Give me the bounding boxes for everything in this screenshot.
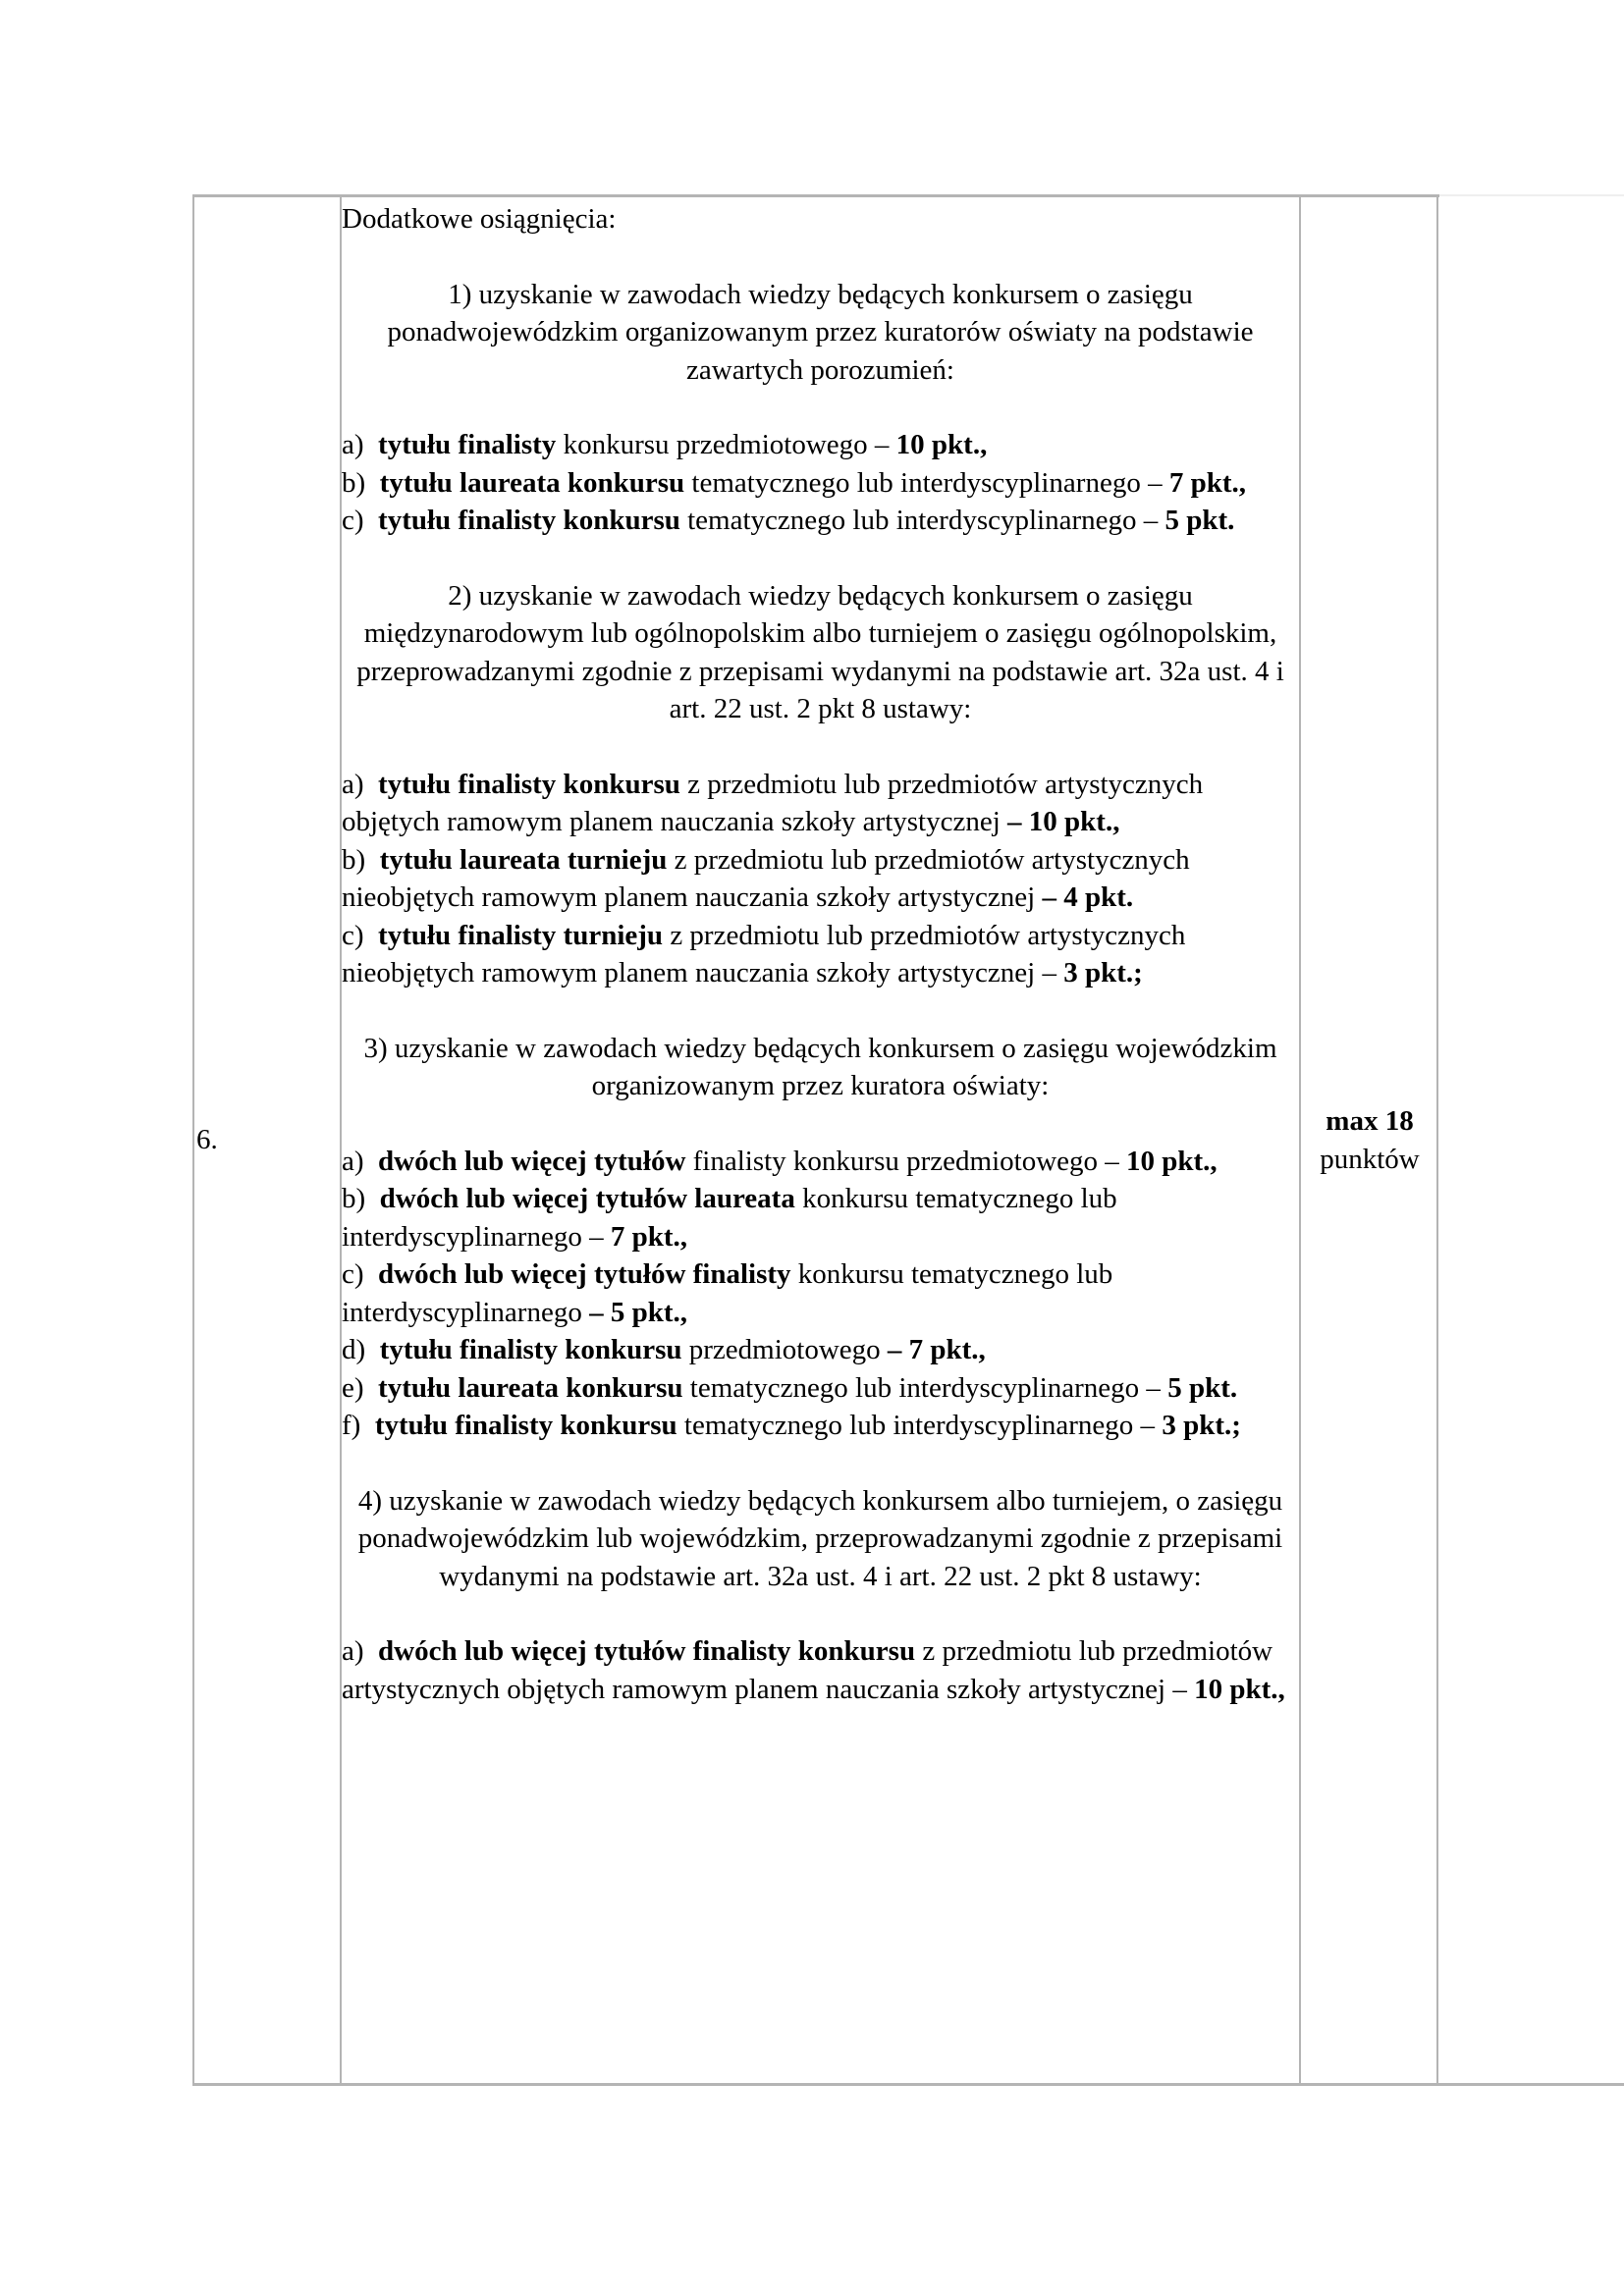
section-3-intro: 3) uzyskanie w zawodach wiedzy będących konkursem o zasięgu wojewódzkim organizowanym przez kuratora oświaty: — [363, 1032, 1277, 1102]
scoring-table — [192, 194, 1624, 2086]
list-item: b) tytułu laureata konkursu tematycznego lub interdyscyplinarnego – 7 pkt., — [342, 466, 1246, 499]
column-border-2 — [1299, 194, 1301, 2086]
list-item: c) tytułu finalisty konkursu tematycznego lub interdyscyplinarnego – 5 pkt. — [342, 505, 1235, 537]
list-item: f) tytułu finalisty konkursu tematycznego lub interdyscyplinarnego – 3 pkt.; — [342, 1409, 1241, 1441]
section-4-intro: 4) uzyskanie w zawodach wiedzy będących konkursem albo turniejem, o zasięgu ponadwojewódzkim lub wojewódzkim, przeprowadzanymi zgodnie z przepisami wydanymi na podstawie art. 32a ust. 4 i art. 22 ust. 2 pkt 8 ustawy: — [357, 1484, 1283, 1592]
section-1-intro: 1) uzyskanie w zawodach wiedzy będących konkursem o zasięgu ponadwojewódzkim organizowanym przez kuratorów oświaty na podstawie zawartych porozumień: — [387, 278, 1254, 386]
list-item: a) tytułu finalisty konkursu przedmiotowego – 10 pkt., — [342, 429, 988, 461]
list-item: e) tytułu laureata konkursu tematycznego lub interdyscyplinarnego – 5 pkt. — [342, 1371, 1238, 1404]
list-item: b) dwóch lub więcej tytułów laureata konkursu tematycznego lub interdyscyplinarnego – 7 pkt., — [342, 1183, 1117, 1253]
list-item: d) tytułu finalisty konkursu przedmiotowego – 7 pkt., — [342, 1334, 986, 1366]
list-item: a) dwóch lub więcej tytułów finalisty konkursu przedmiotowego – 10 pkt., — [342, 1146, 1218, 1178]
list-item: a) dwóch lub więcej tytułów finalisty konkursu z przedmiotu lub przedmiotów artystycznych objętych ramowym planem nauczania szkoły artystycznej – 10 pkt., — [342, 1635, 1285, 1705]
section-heading: Dodatkowe osiągnięcia: — [342, 203, 617, 235]
row-number-cell — [194, 197, 340, 2083]
table-top-border-faint — [1439, 194, 1624, 196]
points-unit: punktów — [1320, 1143, 1420, 1175]
list-item: c) dwóch lub więcej tytułów finalisty konkursu tematycznego lub interdyscyplinarnego – 5 pkt., — [342, 1258, 1113, 1328]
table-bottom-border — [192, 2083, 1624, 2086]
empty-cell — [1439, 197, 1624, 2083]
description-cell — [342, 197, 1299, 2083]
row-number: 6. — [196, 1124, 218, 1156]
points-max: max 18 — [1326, 1105, 1414, 1138]
section-2-intro: 2) uzyskanie w zawodach wiedzy będących konkursem o zasięgu międzynarodowym lub ogólnopolskim albo turniejem o zasięgu ogólnopolskim, przeprowadzanymi zgodnie z przepisami wydanymi na podstawie art. 32a ust. 4 i art. 22 ust. 2 pkt 8 ustawy: — [356, 580, 1284, 725]
list-item: b) tytułu laureata turnieju z przedmiotu lub przedmiotów artystycznych nieobjętych ramowym planem nauczania szkoły artystycznej – 4 pkt. — [342, 843, 1190, 914]
list-item: a) tytułu finalisty konkursu z przedmiotu lub przedmiotów artystycznych objętych ramowym planem nauczania szkoły artystycznej – 10 pkt., — [342, 769, 1204, 838]
points-cell — [1302, 197, 1437, 2083]
list-item: c) tytułu finalisty turnieju z przedmiotu lub przedmiotów artystycznych nieobjętych ramowym planem nauczania szkoły artystycznej – 3 pkt.; — [342, 919, 1186, 989]
